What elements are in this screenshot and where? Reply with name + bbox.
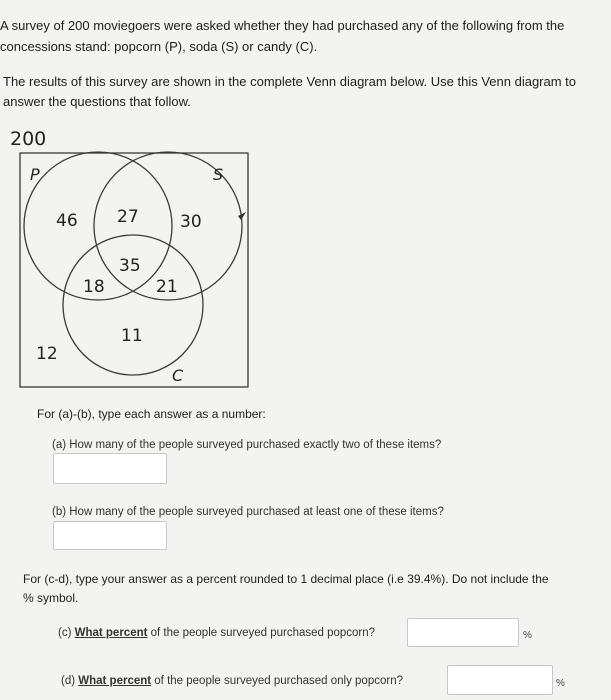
intro-line-4: answer the questions that follow. xyxy=(3,94,191,109)
question-c xyxy=(58,627,375,639)
venn-s-and-c: 21 xyxy=(156,277,178,297)
section-ab-instruction: For (a)-(b), type each answer as a number: xyxy=(37,407,266,421)
venn-p-and-s: 27 xyxy=(117,207,139,227)
question-c-suffix: of the people surveyed purchased popcorn? xyxy=(147,627,376,639)
percent-symbol-d: % xyxy=(556,678,565,689)
section-cd-instruction-line-2: % symbol. xyxy=(23,591,79,605)
answer-a-input[interactable] xyxy=(53,453,167,484)
question-d-prefix: (d) xyxy=(61,675,79,687)
question-d-suffix: of the people surveyed purchased only popcorn? xyxy=(151,675,403,687)
intro-line-1: A survey of 200 moviegoers were asked whether they had purchased any of the following from the xyxy=(0,18,565,33)
venn-label-s: S xyxy=(213,165,224,184)
venn-total: 200 xyxy=(10,128,47,150)
venn-only-c: 11 xyxy=(121,326,143,346)
section-cd-instruction-line-1: For (c-d), type your answer as a percent rounded to 1 decimal place (i.e 39.4%). Do not include the xyxy=(23,572,549,586)
question-c-prefix: (c) xyxy=(58,627,75,639)
venn-p-and-c: 18 xyxy=(83,277,105,297)
venn-label-c: C xyxy=(172,366,184,385)
venn-none: 12 xyxy=(36,344,58,364)
venn-only-s: 30 xyxy=(180,212,202,232)
question-d-emphasis: What percent xyxy=(78,675,152,687)
percent-symbol-c: % xyxy=(523,630,532,641)
question-c-emphasis: What percent xyxy=(74,627,148,639)
question-a: (a) How many of the people surveyed purchased exactly two of these items? xyxy=(52,439,442,451)
venn-all-three: 35 xyxy=(119,256,141,276)
question-d xyxy=(61,675,403,687)
intro-line-2: concessions stand: popcorn (P), soda (S) or candy (C). xyxy=(0,39,318,54)
answer-c-input[interactable] xyxy=(407,618,519,647)
answer-d-input[interactable] xyxy=(447,665,553,695)
intro-line-3: The results of this survey are shown in the complete Venn diagram below. Use this Venn diagram to xyxy=(3,74,577,89)
venn-label-p: P xyxy=(30,165,40,184)
venn-only-p: 46 xyxy=(56,211,78,231)
question-b: (b) How many of the people surveyed purchased at least one of these items? xyxy=(52,506,444,518)
answer-b-input[interactable] xyxy=(53,521,167,550)
